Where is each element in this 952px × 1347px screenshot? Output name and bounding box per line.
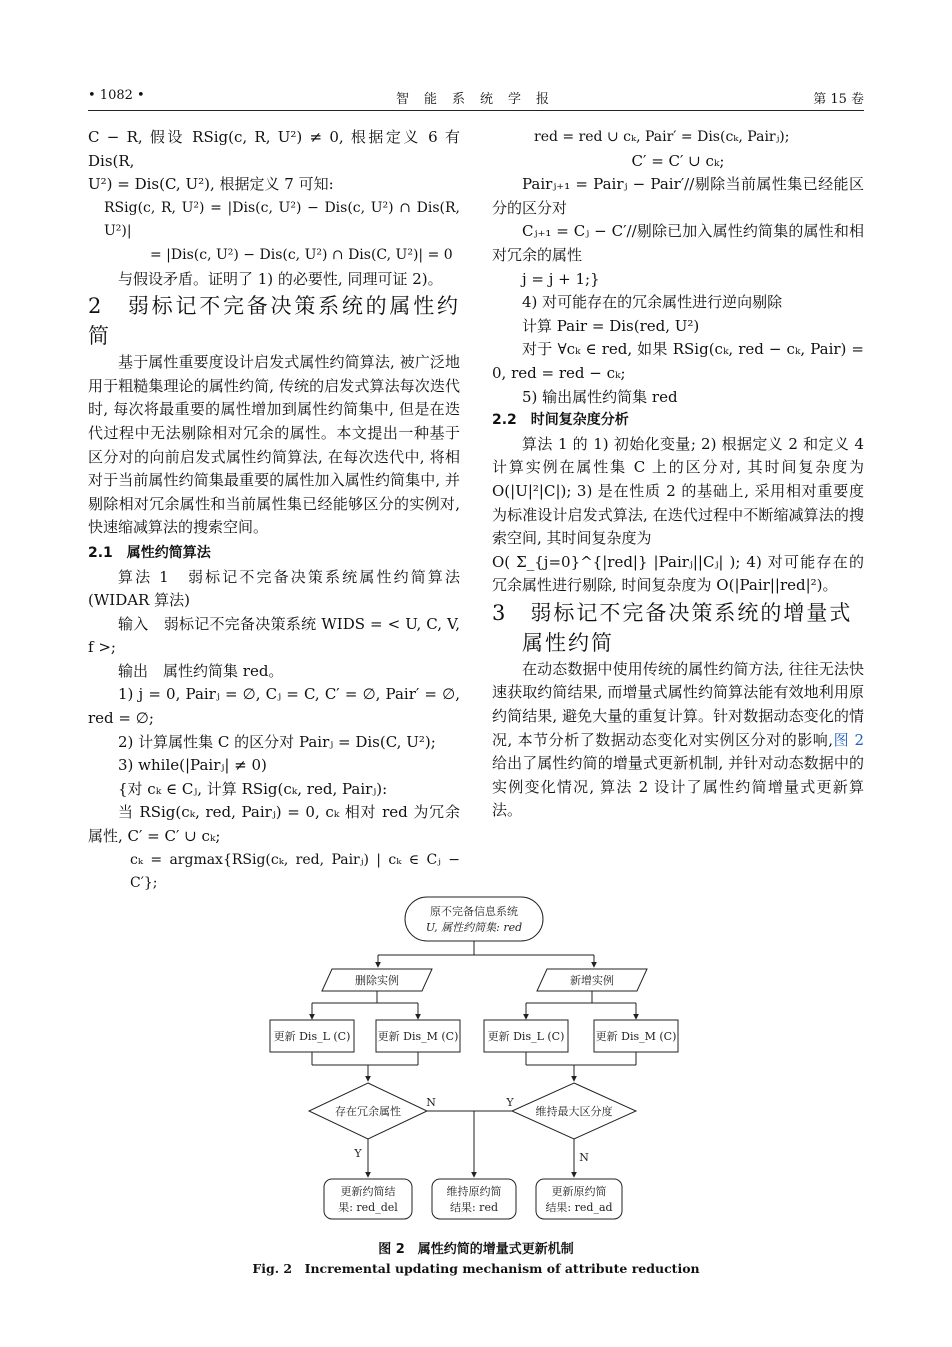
branch-label-n: N bbox=[426, 1096, 436, 1109]
equation-line: = |Dis(c, U²) − Dis(c, U²) ∩ Dis(C, U²)| = 0 bbox=[150, 246, 453, 263]
branch-label-y: Y bbox=[354, 1147, 362, 1160]
algorithm-step: {对 cₖ ∈ Cⱼ, 计算 RSig(cₖ, red, Pairⱼ): bbox=[118, 779, 388, 798]
algorithm-step: cₖ = argmax{RSig(cₖ, red, Pairⱼ) | cₖ ∈ Cⱼ − C′}; bbox=[130, 851, 460, 892]
algorithm-input: 输入 弱标记不完备决策系统 WIDS = < U, C, V, f >; bbox=[88, 614, 460, 657]
paragraph-formula: O( Σ_{j=0}^{|red|} |Pairⱼ||Cⱼ| ); 4) 对可能存在的冗余属性进行剔除, 时间复杂度为 O(|Pair||red|²)。 bbox=[492, 552, 864, 595]
algorithm-step: C′ = C′ ∪ cₖ; bbox=[631, 151, 725, 170]
paragraph-text: 给出了属性约简的增量式更新机制, 并针对动态数据中的实例变化情况, 算法 2 设计了属性约简增量式更新算法。 bbox=[492, 754, 864, 820]
delete-instance-label: 删除实例 bbox=[355, 974, 399, 987]
algorithm-step: 当 RSig(cₖ, red, Pairⱼ) = 0, cₖ 相对 red 为冗余属性, C′ = C′ ∪ cₖ; bbox=[88, 803, 460, 846]
output-keep-label-2: 结果: red bbox=[449, 1201, 499, 1214]
algorithm-step: red = red ∪ cₖ, Pair′ = Dis(cₖ, Pairⱼ); bbox=[534, 129, 790, 145]
equation-line: RSig(c, R, U²) = |Dis(c, U²) − Dis(c, U²) ∩ Dis(R, U²)| bbox=[104, 199, 460, 240]
algorithm-step: 4) 对可能存在的冗余属性进行逆向剔除 bbox=[522, 293, 783, 312]
subsection-heading: 2.2 时间复杂度分析 bbox=[492, 412, 629, 429]
right-column bbox=[492, 126, 864, 823]
header-rule bbox=[88, 110, 864, 111]
paragraph: 算法 1 的 1) 初始化变量; 2) 根据定义 2 和定义 4 计算实例在属性集 C 上的区分对, 其时间复杂度为 O(|U|²|C|); 3) 是在性质 2 的基础上, 采用相对重要度为标准设计启发式算法, 在迭代过程中不断缩减算法的搜索空间, 其时间复杂度为 bbox=[492, 434, 864, 548]
figure-link[interactable]: 图 2 bbox=[833, 730, 864, 749]
algorithm-step: 5) 输出属性约简集 red bbox=[522, 387, 678, 406]
algorithm-step: 计算 Pair = Dis(red, U²) bbox=[522, 316, 700, 335]
journal-name: 智 能 系 统 学 报 bbox=[396, 92, 551, 107]
add-instance-label: 新增实例 bbox=[570, 974, 614, 987]
figure-caption-en: Fig. 2 Incremental updating mechanism of attribute reduction bbox=[252, 1261, 700, 1276]
section-heading: 2 弱标记不完备决策系统的属性约简 bbox=[88, 294, 460, 349]
paragraph: 基于属性重要度设计启发式属性约简算法, 被广泛地用于粗糙集理论的属性约简, 传统的启发式算法每次迭代时, 每次将最重要的属性增加到属性约简集中, 但是在迭代过程中无法剔除相对冗余的属性。本文提出一种基于区分对的向前启发式属性约简算法, 在每次迭代中, 将相对于当前属性约简集最重要的属性加入属性约简集中, 并剔除相对冗余属性和当前属性集已经能够区分的实例对, 快速缩减算法的搜索空间。 bbox=[88, 353, 460, 537]
decision-max-label: 维持最大区分度 bbox=[535, 1105, 613, 1118]
output-del-label-2: 果: red_del bbox=[338, 1201, 398, 1214]
algorithm-step: 2) 计算属性集 C 的区分对 Pairⱼ = Dis(C, U²); bbox=[118, 732, 436, 751]
start-node-label-2: U, 属性约简集: red bbox=[425, 921, 523, 934]
branch-label-y: Y bbox=[506, 1096, 514, 1109]
volume-label: 第 15 卷 bbox=[813, 92, 864, 107]
output-keep-label-1: 维持原约简 bbox=[446, 1185, 502, 1198]
algorithm-step: 1) j = 0, Pairⱼ = ∅, Cⱼ = C, C′ = ∅, Pair′ = ∅, red = ∅; bbox=[88, 685, 460, 728]
output-ad-label-1: 更新原约简 bbox=[551, 1185, 607, 1198]
output-ad-label-2: 结果: red_ad bbox=[545, 1201, 613, 1214]
text-line: 与假设矛盾。证明了 1) 的必要性, 同理可证 2)。 bbox=[118, 269, 443, 288]
output-del-label-1: 更新约简结 bbox=[340, 1185, 396, 1198]
algorithm-step: 3) while(|Pairⱼ| ≠ 0) bbox=[118, 756, 267, 775]
algorithm-title: 算法 1 弱标记不完备决策系统属性约简算法 (WIDAR 算法) bbox=[88, 567, 460, 610]
start-node bbox=[405, 897, 543, 941]
algorithm-output: 输出 属性约简集 red。 bbox=[118, 661, 284, 680]
update-dis-l-label-1: 更新 Dis_L (C) bbox=[273, 1030, 351, 1043]
subsection-heading: 2.1 属性约简算法 bbox=[88, 544, 211, 561]
text-line: U²) = Dis(C, U²), 根据定义 7 可知: bbox=[88, 175, 334, 194]
paragraph bbox=[492, 658, 864, 823]
algorithm-step: Pairⱼ₊₁ = Pairⱼ − Pair′//剔除当前属性集已经能区分的区分对 bbox=[492, 175, 864, 217]
figure-caption-cn: 图 2 属性约简的增量式更新机制 bbox=[378, 1242, 574, 1257]
section-heading: 3 弱标记不完备决策系统的增量式 bbox=[492, 600, 853, 625]
decision-redundant-label: 存在冗余属性 bbox=[335, 1105, 401, 1118]
branch-label-n: N bbox=[579, 1151, 589, 1164]
page-number: • 1082 • bbox=[88, 88, 145, 103]
paragraph-text: 在动态数据中使用传统的属性约简方法, 往往无法快速获取约简结果, 而增量式属性约简算法能有效地利用原约简结果, 避免大量的重复计算。针对数据动态变化的情况, 本节分析了数据动态变化对实例区分对的影响, bbox=[492, 659, 864, 749]
update-dis-l-label-2: 更新 Dis_L (C) bbox=[487, 1030, 565, 1043]
section-heading-cont: 属性约简 bbox=[522, 630, 614, 655]
text-line: C − R, 假设 RSig(c, R, U²) ≠ 0, 根据定义 6 有 Dis(R, bbox=[88, 128, 460, 170]
start-node-label-1: 原不完备信息系统 bbox=[430, 905, 518, 918]
running-header bbox=[88, 88, 864, 108]
algorithm-step: j = j + 1;} bbox=[522, 269, 600, 288]
flowchart-figure bbox=[250, 895, 720, 1230]
update-dis-m-label-1: 更新 Dis_M (C) bbox=[377, 1030, 459, 1043]
algorithm-step: Cⱼ₊₁ = Cⱼ − C′//剔除已加入属性约简集的属性和相对冗余的属性 bbox=[492, 222, 864, 264]
algorithm-step: 对于 ∀cₖ ∈ red, 如果 RSig(cₖ, red − cₖ, Pair) = 0, red = red − cₖ; bbox=[492, 340, 864, 382]
left-column bbox=[88, 126, 460, 896]
update-dis-m-label-2: 更新 Dis_M (C) bbox=[595, 1030, 677, 1043]
